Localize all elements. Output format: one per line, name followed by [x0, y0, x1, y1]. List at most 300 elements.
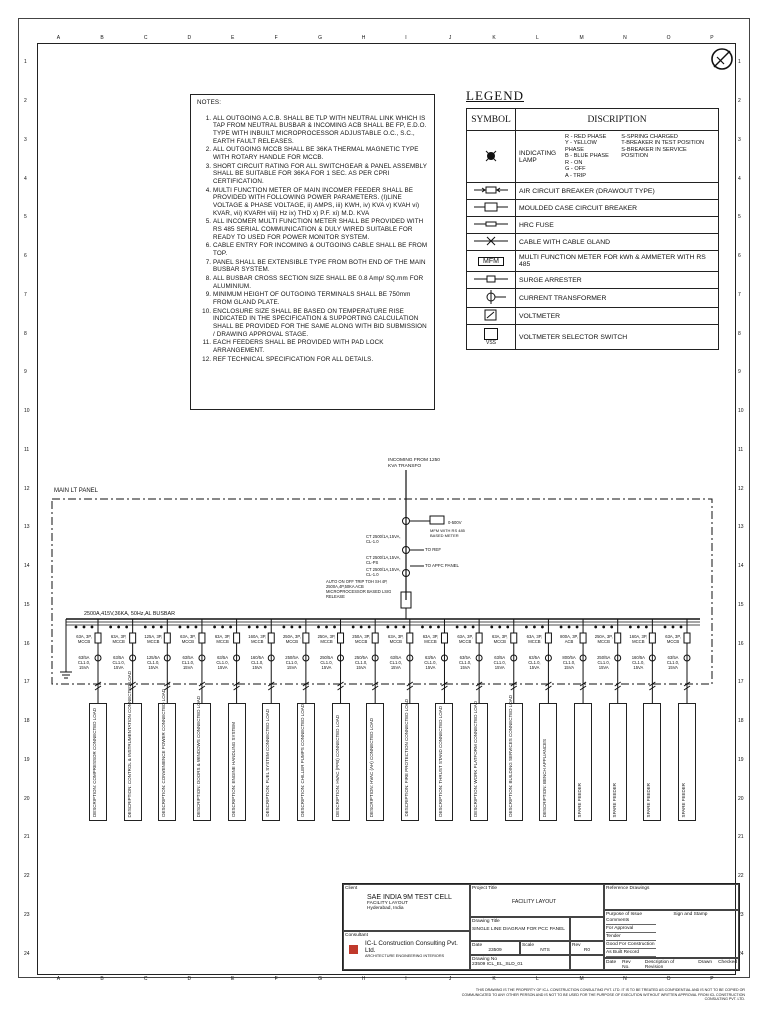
- grid-row-19: 19: [24, 756, 30, 763]
- purpose-label: Purpose of Issue: [606, 912, 642, 917]
- feeder-lamp-icon: [560, 626, 563, 629]
- rev-value: R0: [583, 948, 591, 953]
- feeder-ct-rating: 250/5A CL1.0, 15VA: [597, 655, 611, 671]
- legend-description: MOULDED CASE CIRCUIT BREAKER: [516, 200, 719, 217]
- legend-col-symbol: SYMBOL: [467, 109, 516, 131]
- feeder-breaker-icon: [303, 633, 309, 643]
- legend-title: LEGEND: [466, 88, 524, 103]
- grid-row-16: 16: [24, 640, 30, 647]
- lamp-code: Y - YELLOW PHASE: [565, 140, 597, 153]
- feeder-lamp-icon: [645, 626, 648, 629]
- feeder-lamp-icon: [429, 626, 432, 629]
- feeder-ct-rating: 160/5A CL1.0, 15VA: [250, 655, 264, 671]
- feeder-lamp-icon: [213, 626, 216, 629]
- mfm-symbol-text: MFM: [478, 257, 504, 266]
- title-block: [342, 883, 740, 971]
- feeder-lamp-icon: [187, 626, 190, 629]
- feeder-description: DESCRIPTION: FUEL SYSTEM CONNECTED LOAD: [265, 709, 271, 817]
- grid-row-15: 15: [738, 601, 744, 608]
- earth-icon: [60, 619, 72, 678]
- rev-label: Rev: [572, 943, 581, 948]
- lamp-code: T-BREAKER IN TEST POSITION: [621, 140, 705, 147]
- grid-row-3: 3: [738, 136, 741, 143]
- feeder-box: [89, 703, 107, 821]
- legend-description: HRC FUSE: [516, 217, 719, 234]
- scale-label: Scale: [522, 943, 534, 948]
- note-item: 7. PANEL SHALL BE EXTENSIBLE TYPE FROM BOTH END OF THE MAIN BUSBAR SYSTEM.: [213, 259, 430, 274]
- grid-col-D: D: [187, 35, 192, 41]
- feeder-box: [470, 703, 488, 821]
- feeder-rating: 63A, 3P, MCCB: [491, 634, 508, 645]
- feeder-rating: 160A, 3P, MCCB: [629, 634, 648, 645]
- feeder-breaker-icon: [234, 633, 240, 643]
- feeder-description: SPARE FEEDER: [577, 782, 583, 817]
- grid-col-J: J: [448, 35, 452, 41]
- feeder-lamp-icon: [402, 626, 405, 629]
- legend-col-desc: DISCRIPTION: [516, 109, 719, 131]
- grid-col-I: I: [405, 35, 407, 41]
- grid-col-A: A: [56, 35, 61, 41]
- feeder-description: DESCRIPTION: COMPRESSOR CONNECTED LOAD: [92, 707, 97, 817]
- legend-description: MULTI FUNCTION METER FOR kWh & AMMETER WITH RS 485: [516, 251, 719, 272]
- notes-heading: NOTES:: [197, 99, 222, 106]
- feeder-lamp-icon: [490, 626, 493, 629]
- legend-description: VOLTMETER: [516, 308, 719, 325]
- note-item: 6. CABLE ENTRY FOR INCOMING & OUTGOING CABLE SHALL BE FROM TOP.: [213, 242, 430, 257]
- feeder-breaker-icon: [649, 633, 655, 643]
- feeder-box: [505, 695, 523, 821]
- feeder-lamp-icon: [610, 626, 613, 629]
- purpose-text: For Approval: [606, 926, 634, 931]
- grid-row-5: 5: [738, 214, 741, 221]
- feeder-ct-rating: 63/5A CL1.0, 15VA: [424, 655, 437, 671]
- purpose-item: [606, 941, 656, 949]
- ct-label-2: CT 2500/1A,15VA, CL-PS: [366, 555, 401, 566]
- grid-row-10: 10: [24, 408, 30, 415]
- feeder-lamp-icon: [594, 626, 597, 629]
- feeder-ct-rating: 160/5A CL1.0, 15VA: [631, 655, 645, 671]
- grid-row-20: 20: [24, 795, 30, 802]
- feeder-lamp-icon: [456, 626, 459, 629]
- revision-column: Checked: [718, 960, 737, 965]
- feeder-lamp-icon: [629, 626, 632, 629]
- grid-col-B: B: [100, 976, 104, 982]
- grid-row-1: 1: [24, 59, 27, 66]
- feeder-rating: 63A, 3P, MCCB: [76, 634, 92, 645]
- note-item: 9. MINIMUM HEIGHT OF OUTGOING TERMINALS SHALL BE 750mm FROM GLAND PLATE.: [213, 291, 430, 306]
- revision-column: Drawn: [698, 960, 713, 965]
- feeder-rating: 63A, 3P, MCCB: [180, 634, 196, 645]
- purpose-item: [606, 925, 656, 933]
- feeder-lamp-icon: [333, 626, 336, 629]
- feeder-description: DESCRIPTION: HVAC (AH) CONNECTED LOAD: [369, 717, 375, 817]
- grid-col-M: M: [579, 35, 584, 41]
- feeder-box: [158, 689, 176, 821]
- feeder-box: [401, 699, 419, 821]
- to-apfc-label: TO APFC PANEL: [425, 563, 459, 568]
- grid-row-17: 17: [24, 679, 30, 686]
- feeder-lamp-icon: [672, 626, 675, 629]
- feeder-lamp-icon: [680, 626, 683, 629]
- feeder-breaker-icon: [164, 633, 170, 643]
- note-item: 11. EACH FEEDERS SHALL BE PROVIDED WITH PAD LOCK ARRANGEMENT.: [213, 339, 430, 354]
- feeder-box: [124, 670, 142, 821]
- feeder-lamp-icon: [290, 626, 293, 629]
- incoming-label: INCOMING FROM 1250 KVA TRANSFO: [388, 458, 440, 469]
- grid-row-15: 15: [24, 601, 30, 608]
- feeder-description: SPARE FEEDER: [646, 782, 652, 817]
- grid-col-H: H: [361, 976, 366, 982]
- feeder-lamp-icon: [541, 626, 544, 629]
- lamp-code: R - ON: [565, 159, 583, 166]
- grid-row-17: 17: [738, 679, 744, 686]
- ct-label-1: CT 2500/1A,15VA, CL-1.0: [366, 534, 401, 545]
- panel-name: MAIN LT PANEL: [54, 488, 99, 494]
- feeder-rating: 63A, 3P, MCCB: [457, 634, 473, 645]
- busbar-label: 2500A,415V,36KA, 50Hz,AL BUSBAR: [84, 611, 175, 617]
- grid-col-J: J: [448, 976, 452, 982]
- sign-label: Sign and Stamp: [673, 912, 708, 917]
- meter-label: MFM WITH RS 485 BASED METER: [430, 528, 465, 538]
- grid-row-12: 12: [24, 485, 30, 492]
- grid-row-10: 10: [738, 408, 744, 415]
- grid-col-E: E: [231, 976, 235, 982]
- feeder-ct-rating: 63/5A CL1.0, 15VA: [389, 655, 402, 671]
- feeder-rating: 63A, 3P, MCCB: [422, 634, 439, 645]
- legend-description: CABLE WITH CABLE GLAND: [516, 234, 719, 251]
- feeder-breaker-icon: [615, 633, 621, 643]
- feeder-breaker-icon: [372, 633, 378, 643]
- note-item: 12. REF TECHNICAL SPECIFICATION FOR ALL DETAILS.: [213, 356, 430, 364]
- note-item: 5. ALL INCOMER MULTI FUNCTION METER SHALL BE PROVIDED WITH RS 485 SERIAL COMMUNICATION & DULY WIRED SUITABLE FOR READY TO USED FOR POWER MONITOR SYSTEM.: [213, 218, 430, 241]
- feeder-lamp-icon: [160, 626, 163, 629]
- feeder-lamp-icon: [282, 626, 285, 629]
- note-item: 8. ALL BUSBAR CROSS SECTION SIZE SHALL BE 0.8 Amp/ SQ.mm FOR ALUMINIUM.: [213, 275, 430, 290]
- drawing-no: 23509 ICL_EL_SLD_01: [472, 962, 523, 967]
- feeder-rating: 63A, 3P, MCCB: [526, 634, 543, 645]
- feeder-box: [297, 703, 315, 821]
- feeder-lamp-icon: [248, 626, 251, 629]
- grid-row-7: 7: [738, 291, 741, 298]
- grid-row-16: 16: [738, 640, 744, 647]
- grid-col-I: I: [405, 976, 407, 982]
- purpose-item: [606, 949, 656, 957]
- grid-row-24: 24: [738, 950, 744, 957]
- grid-row-12: 12: [738, 485, 744, 492]
- grid-col-E: E: [231, 35, 235, 41]
- grid-row-23: 23: [738, 911, 744, 918]
- feeder-lamp-icon: [664, 626, 667, 629]
- drawing-title: SINGLE LINE DIAGRAM FOR PCC PANEL: [472, 927, 565, 932]
- to-ref-label: TO REF: [425, 547, 442, 552]
- grid-row-7: 7: [24, 291, 27, 298]
- grid-col-G: G: [318, 35, 323, 41]
- grid-row-13: 13: [24, 524, 30, 531]
- grid-row-6: 6: [738, 253, 741, 260]
- grid-row-1: 1: [738, 59, 741, 66]
- grid-col-P: P: [710, 976, 714, 982]
- grid-row-3: 3: [24, 136, 27, 143]
- grid-row-18: 18: [24, 718, 30, 725]
- feeder-rating: 160A, 3P, MCCB: [248, 634, 267, 645]
- feeder-breaker-icon: [199, 633, 205, 643]
- drawing-title-label: Drawing Title: [472, 919, 500, 924]
- feeder-box: [539, 703, 557, 821]
- grid-row-21: 21: [738, 834, 744, 841]
- grid-row-24: 24: [24, 950, 30, 957]
- feeder-lamp-icon: [360, 626, 363, 629]
- reference-label: Reference Drawings: [606, 886, 650, 891]
- grid-col-F: F: [274, 35, 278, 41]
- client-location: Hyderabad, India: [367, 906, 404, 911]
- grid-col-B: B: [100, 35, 104, 41]
- feeder-rating: 63A, 3P, MCCB: [214, 634, 231, 645]
- grid-row-21: 21: [24, 834, 30, 841]
- legend-description: AIR CIRCUIT BREAKER (DRAWOUT TYPE): [516, 183, 719, 200]
- feeder-lamp-icon: [83, 626, 86, 629]
- feeder-lamp-icon: [368, 626, 371, 629]
- feeder-lamp-icon: [264, 626, 267, 629]
- feeder-lamp-icon: [352, 626, 355, 629]
- feeder-ct-rating: 63/5A CL1.0, 15VA: [493, 655, 506, 671]
- feeder-lamp-icon: [317, 626, 320, 629]
- feeder-lamp-icon: [602, 626, 605, 629]
- grid-row-14: 14: [24, 563, 30, 570]
- feeder-box: [643, 703, 661, 821]
- consultant-logo: [349, 945, 358, 954]
- grid-col-N: N: [623, 35, 627, 41]
- feeder-lamp-icon: [91, 626, 94, 629]
- feeder-rating: 250A, 3P, MCCB: [352, 634, 371, 645]
- feeder-lamp-icon: [637, 626, 640, 629]
- grid-col-A: A: [56, 976, 61, 982]
- date-value: 23509: [488, 948, 502, 953]
- feeder-ct-rating: 63/5A CL1.0, 15VA: [216, 655, 229, 671]
- legend-description: SURGE ARRESTER: [516, 272, 719, 289]
- feeder-rating: 800A, 3P, ACB: [560, 634, 578, 645]
- feeder-ct-rating: 63/5A CL1.0, 15VA: [528, 655, 541, 671]
- feeder-rating: 125A, 3P, MCCB: [144, 634, 163, 645]
- grid-row-8: 8: [24, 330, 27, 337]
- ct-label-3: CT 2500/1A,15VA, CL-1.0: [366, 567, 401, 578]
- feeder-lamp-icon: [109, 626, 112, 629]
- feeder-breaker-icon: [476, 633, 482, 643]
- feeder-rating: 63A, 3P, MCCB: [665, 634, 681, 645]
- acb-label: AUTO ON OFF TRIP TOH SH 4P, 2500A,4P,50KA ACB MICROPROCESSOR BASED LSIG RELEASE: [326, 579, 392, 599]
- grid-col-P: P: [710, 35, 714, 41]
- purpose-item: [606, 933, 656, 941]
- grid-row-4: 4: [738, 175, 741, 182]
- feeder-breaker-icon: [684, 633, 690, 643]
- feeder-ct-rating: 63/5A CL1.0, 15VA: [77, 655, 91, 671]
- feeder-lamp-icon: [506, 626, 509, 629]
- feeder-lamp-icon: [75, 626, 78, 629]
- feeder-ct-rating: 250/5A CL1.0, 15VA: [354, 655, 368, 671]
- feeder-lamp-icon: [195, 626, 198, 629]
- grid-row-2: 2: [24, 98, 27, 105]
- lamp-code: R - RED PHASE: [565, 134, 607, 141]
- feeder-breaker-icon: [511, 633, 517, 643]
- grid-col-D: D: [187, 976, 192, 982]
- feeder-lamp-icon: [152, 626, 155, 629]
- feeder-lamp-icon: [498, 626, 501, 629]
- feeder-lamp-icon: [325, 626, 328, 629]
- grid-col-O: O: [666, 976, 671, 982]
- grid-row-2: 2: [738, 98, 741, 105]
- grid-col-G: G: [318, 976, 323, 982]
- grid-row-20: 20: [738, 795, 744, 802]
- feeder-lamp-icon: [394, 626, 397, 629]
- purpose-text: Tender: [606, 934, 621, 939]
- feeder-lamp-icon: [386, 626, 389, 629]
- volt-label: 0-500V: [448, 520, 462, 525]
- feeder-box: [435, 703, 453, 821]
- feeder-lamp-icon: [298, 626, 301, 629]
- feeder-description: DESCRIPTION: CONVENIENCE POWER CONNECTED LOAD: [161, 689, 167, 817]
- revision-header: [604, 958, 739, 970]
- grid-col-N: N: [623, 976, 627, 982]
- grid-row-8: 8: [738, 330, 741, 337]
- revision-column: Description of Revision: [644, 960, 675, 970]
- feeder-description: SPARE FEEDER: [611, 782, 617, 817]
- feeder-lamp-icon: [576, 626, 579, 629]
- grid-row-22: 22: [738, 873, 744, 880]
- consultant-name: IC-L Construction Consulting Pvt. Ltd.: [365, 940, 458, 954]
- feeder-breaker-icon: [268, 633, 274, 643]
- feeder-description: DESCRIPTION: CHILLER PUMPS CONNECTED LOAD: [299, 704, 305, 817]
- note-item: 4. MULTI FUNCTION METER OF MAIN INCOMER FEEDER SHALL BE PROVIDED WITH FOLLOWING POWER PARAMETERS. (I)LINE VOLTAGE & PHASE VOLTAGE, ii) AMPS, iii) KWH, iv) KVA v) KVAH vi) KVAR, vii) KVARH viii) Hz ix) THD x) P.F. xi) M.D. KVA: [213, 187, 430, 218]
- feeder-lamp-icon: [229, 626, 232, 629]
- feeder-lamp-icon: [117, 626, 120, 629]
- purpose-list: [606, 917, 737, 957]
- consultant-sub: ARCHITECTURE ENGINEERING INTERIORS: [365, 954, 445, 958]
- grid-row-13: 13: [738, 524, 744, 531]
- grid-row-23: 23: [24, 911, 30, 918]
- feeder-breaker-icon: [95, 633, 101, 643]
- legend-description: CURRENT TRANSFORMER: [516, 289, 719, 308]
- feeder-description: DESCRIPTION: DOORS & WINDOWS CONNECTED LOAD: [195, 695, 201, 817]
- grid-col-K: K: [492, 976, 496, 982]
- feeder-description: DESCRIPTION: FIRE PROTECTION CONNECTED LOAD: [403, 699, 409, 817]
- feeder-ct-rating: 250/5A CL1.0, 15VA: [285, 655, 299, 671]
- purpose-text: Comments: [606, 918, 630, 923]
- feeder-breaker-icon: [338, 633, 344, 643]
- feeder-ct-rating: 63/5A CL1.0, 15VA: [458, 655, 472, 671]
- purpose-text: Good For Construction: [606, 942, 655, 947]
- grid-row-6: 6: [24, 253, 27, 260]
- grid-col-H: H: [361, 35, 366, 41]
- grid-row-9: 9: [24, 369, 27, 376]
- purpose-item: [606, 917, 656, 925]
- feeder-rating: 250A, 3P, MCCB: [594, 634, 613, 645]
- grid-col-L: L: [535, 976, 539, 982]
- grid-col-L: L: [535, 35, 539, 41]
- lamp-code: S-SPRING CHARGED: [621, 134, 678, 141]
- feeder-lamp-icon: [125, 626, 128, 629]
- feeder-breaker-icon: [407, 633, 413, 643]
- lamp-code: G - OFF: [565, 166, 586, 173]
- feeder-description: DESCRIPTION: CONTROL & INSTRUMENTATION CONNECTED LOAD: [126, 670, 132, 817]
- revision-column: Rev No.: [622, 960, 631, 970]
- lamp-code: B - BLUE PHASE: [565, 153, 609, 160]
- feeder-box: [262, 703, 280, 821]
- feeder-lamp-icon: [144, 626, 147, 629]
- feeder-breaker-icon: [130, 633, 136, 643]
- project-label: Project Title: [472, 886, 498, 891]
- feeder-lamp-icon: [221, 626, 224, 629]
- vss-symbol-text: VSS: [485, 340, 496, 346]
- grid-row-22: 22: [24, 873, 30, 880]
- grid-row-9: 9: [738, 369, 741, 376]
- feeder-lamp-icon: [533, 626, 536, 629]
- feeder-breaker-icon: [580, 633, 586, 643]
- feeder-box: [193, 695, 211, 821]
- grid-row-11: 11: [24, 446, 30, 453]
- client-label: Client: [345, 886, 358, 891]
- grid-col-K: K: [492, 35, 496, 41]
- feeder-ct-rating: 63/5A CL1.0, 15VA: [666, 655, 680, 671]
- client-sub: FACILITY LAYOUT: [367, 901, 408, 906]
- feeder-breaker-icon: [545, 633, 551, 643]
- feeder-ct-rating: 250/5A CL1.0, 15VA: [319, 655, 334, 671]
- grid-row-4: 4: [24, 175, 27, 182]
- drawing-no-label: Drawing No: [472, 957, 498, 962]
- note-item: 10. ENCLOSURE SIZE SHALL BE BASED ON TEMPERATURE RISE INDICATED IN THE SPECIFICATION & SUPPORTING CALCULATION SHALL BE PROVIDED FOR THE SAME ALONG WITH BID SUBMISSION / DRAWING APPROVAL STAGE.: [213, 308, 430, 339]
- feeder-breaker-icon: [441, 633, 447, 643]
- grid-row-14: 14: [738, 563, 744, 570]
- lamp-code: A - TRIP: [565, 172, 587, 179]
- feeder-lamp-icon: [179, 626, 182, 629]
- feeder-box: [228, 703, 246, 821]
- grid-col-F: F: [274, 976, 278, 982]
- grid-row-5: 5: [24, 214, 27, 221]
- feeder-box: [332, 703, 350, 821]
- note-item: 3. SHORT CIRCUIT RATING FOR ALL SWITCHGEAR & PANEL ASSEMBLY SHALL BE SUITABLE FOR 36KA FOR 1 SEC. AS PER CPRI CERTIFICATION.: [213, 163, 430, 186]
- copyright-note: THIS DRAWING IS THE PROPERTY OF IC-L CONSTRUCTION CONSULTING PVT. LTD. IT IS TO BE TREATED AS CONFIDENTIAL AND IS NOT TO BE COPIED OR COMMUNICATED TO ANY OTHER PERSON AND IS NOT TO BE USED FOR THE PURPOSE OF EXECUTION WITHOUT WRITTEN APPROVAL FROM ICL CONSTRUCTION CONSULTING PVT. LTD.: [461, 988, 745, 1002]
- feeder-description: DESCRIPTION: ENGINE HANDLING SYSTEM: [230, 722, 236, 817]
- client-name: SAE INDIA 9M TEST CELL: [367, 894, 452, 901]
- grid-col-O: O: [666, 35, 671, 41]
- revision-column: Date: [606, 960, 617, 965]
- grid-row-19: 19: [738, 756, 744, 763]
- legend-description: VOLTMETER SELECTOR SWITCH: [516, 325, 719, 350]
- purpose-text: As Built Record: [606, 950, 640, 955]
- feeder-description: DESCRIPTION: HVAC (PPB) CONNECTED LOAD: [334, 715, 340, 817]
- feeder-description: DESCRIPTION: THRUST STAND CONNECTED LOAD: [438, 706, 444, 817]
- date-label: Date: [472, 943, 483, 948]
- feeder-lamp-icon: [256, 626, 259, 629]
- grid-row-11: 11: [738, 446, 744, 453]
- scale-value: NTS: [540, 948, 550, 953]
- feeder-rating: 250A, 3P, MCCB: [317, 634, 336, 645]
- feeder-lamp-icon: [525, 626, 528, 629]
- feeder-box: [574, 703, 592, 821]
- feeder-lamp-icon: [464, 626, 467, 629]
- lamp-label: INDICATING LAMP: [516, 131, 563, 183]
- feeder-ct-rating: 125/5A CL1.0, 15VA: [146, 655, 160, 671]
- grid-col-M: M: [579, 976, 584, 982]
- lamp-code: S-BREAKER IN SERVICE POSITION: [621, 146, 687, 160]
- feeder-lamp-icon: [568, 626, 571, 629]
- feeder-description: DESCRIPTION: BENCH APPLIANCES: [542, 738, 548, 817]
- feeder-lamp-icon: [421, 626, 424, 629]
- feeder-ct-rating: 800/5A CL1.0, 15VA: [562, 655, 576, 671]
- note-item: 1. ALL OUTGOING A.C.B. SHALL BE TLP WITH NEUTRAL LINK WHICH IS TAP FROM NEUTRAL BUSBAR & INCOMING ACB SHALL BE FP, E.D.O. TYPE WITH INBUILT MICROPROCESSOR ADJUSTABLE O.C., S.C., EARTH FAULT RELEASES.: [213, 115, 430, 146]
- project-title: FACILITY LAYOUT: [512, 899, 557, 905]
- feeder-lamp-icon: [437, 626, 440, 629]
- feeder-rating: 63A, 3P, MCCB: [388, 634, 404, 645]
- feeder-box: [366, 703, 384, 821]
